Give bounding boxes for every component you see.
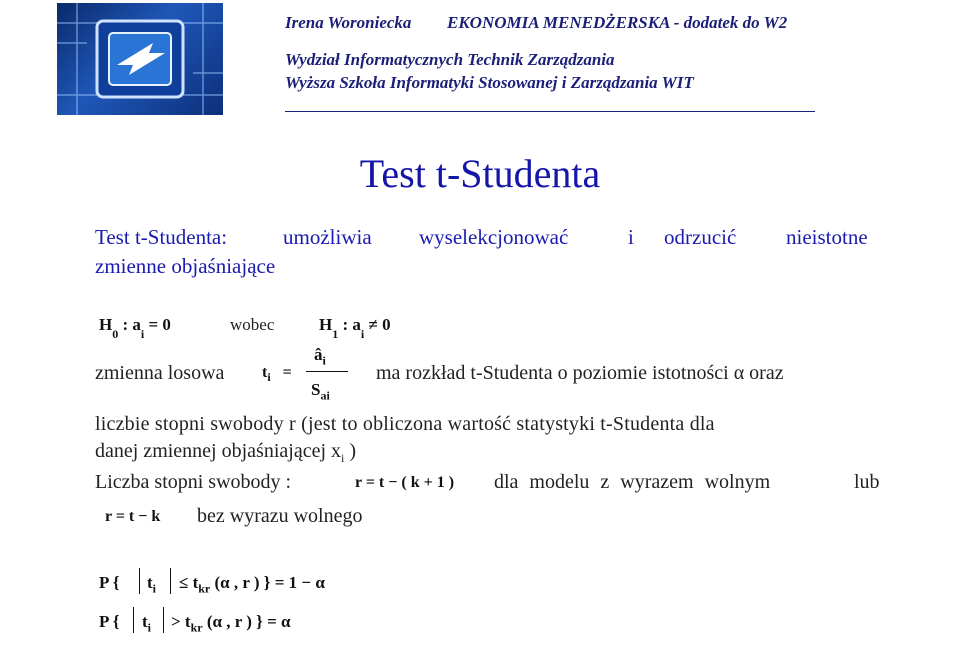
prob-formula-2-open: P { [99, 612, 120, 631]
header-school: Wyższa Szkoła Informatyki Stosowanej i Zarządzania WIT [285, 73, 694, 92]
body-line-2: danej zmiennej objaśniającej $x_i$ ) [95, 440, 357, 465]
dof-no-intercept-text: bez wyrazu wolnego [197, 505, 363, 527]
header-divider [285, 111, 815, 112]
dof-with-intercept-text: dla modelu z wyrazem wolnym [494, 471, 771, 493]
dof-or: lub [854, 471, 880, 493]
prob-formula-2-rest: > $t_{kr}$ (α , r ) } = α [171, 612, 291, 635]
header-course: EKONOMIA MENEDŻERSKA - dodatek do W2 [447, 13, 788, 32]
rv-description: ma rozkład t-Studenta o poziomie istotności α oraz [376, 362, 784, 384]
page-title: Test t-Studenta [359, 151, 601, 196]
intro-word-4: odrzucić [664, 225, 737, 249]
abs-bar-right-1 [170, 568, 171, 594]
header-author: Irena Woroniecka [285, 13, 412, 32]
prob-formula-1-open: P { [99, 573, 120, 592]
hypothesis-h1: $H_1$ : $a_i \ne 0$ [319, 315, 391, 342]
rv-numerator: $â_i$ [314, 345, 326, 368]
rv-denominator: $S_{ai}$ [311, 380, 330, 403]
wobec-label: wobec [230, 315, 275, 334]
prob-formula-1-t: $t_i$ [147, 573, 157, 596]
rv-label: zmienna losowa [95, 362, 225, 384]
header-faculty: Wydział Informatycznych Technik Zarządzania [285, 50, 615, 69]
intro-lead: Test t-Studenta: [95, 225, 228, 249]
hypothesis-h0: $H_0$ : $a_i = 0$ [99, 315, 171, 342]
abs-bar-left-1 [139, 568, 140, 594]
abs-bar-left-2 [133, 607, 134, 633]
dof-label: Liczba stopni swobody : [95, 471, 292, 493]
rv-t: $t_i$ = [262, 364, 292, 385]
intro-word-1: umożliwia [283, 225, 372, 249]
intro-line-2: zmienne objaśniające [95, 254, 276, 278]
intro-word-2: wyselekcjonować [419, 225, 569, 249]
logo-image [57, 3, 223, 115]
intro-word-3: i [628, 225, 634, 249]
abs-bar-right-2 [163, 607, 164, 633]
prob-formula-2-t: $t_i$ [142, 612, 152, 635]
fraction-bar [306, 371, 348, 372]
dof-formula-with-intercept: r = t − ( k + 1 ) [355, 474, 455, 491]
intro-word-5: nieistotne [786, 225, 868, 249]
dof-formula-no-intercept: r = t − k [105, 508, 161, 525]
body-line-1: liczbie stopni swobody r (jest to obliczona wartość statystyki t-Studenta dla [95, 413, 715, 435]
prob-formula-1-rest: ≤ $t_{kr}$ (α , r ) } = 1 − α [179, 573, 325, 596]
